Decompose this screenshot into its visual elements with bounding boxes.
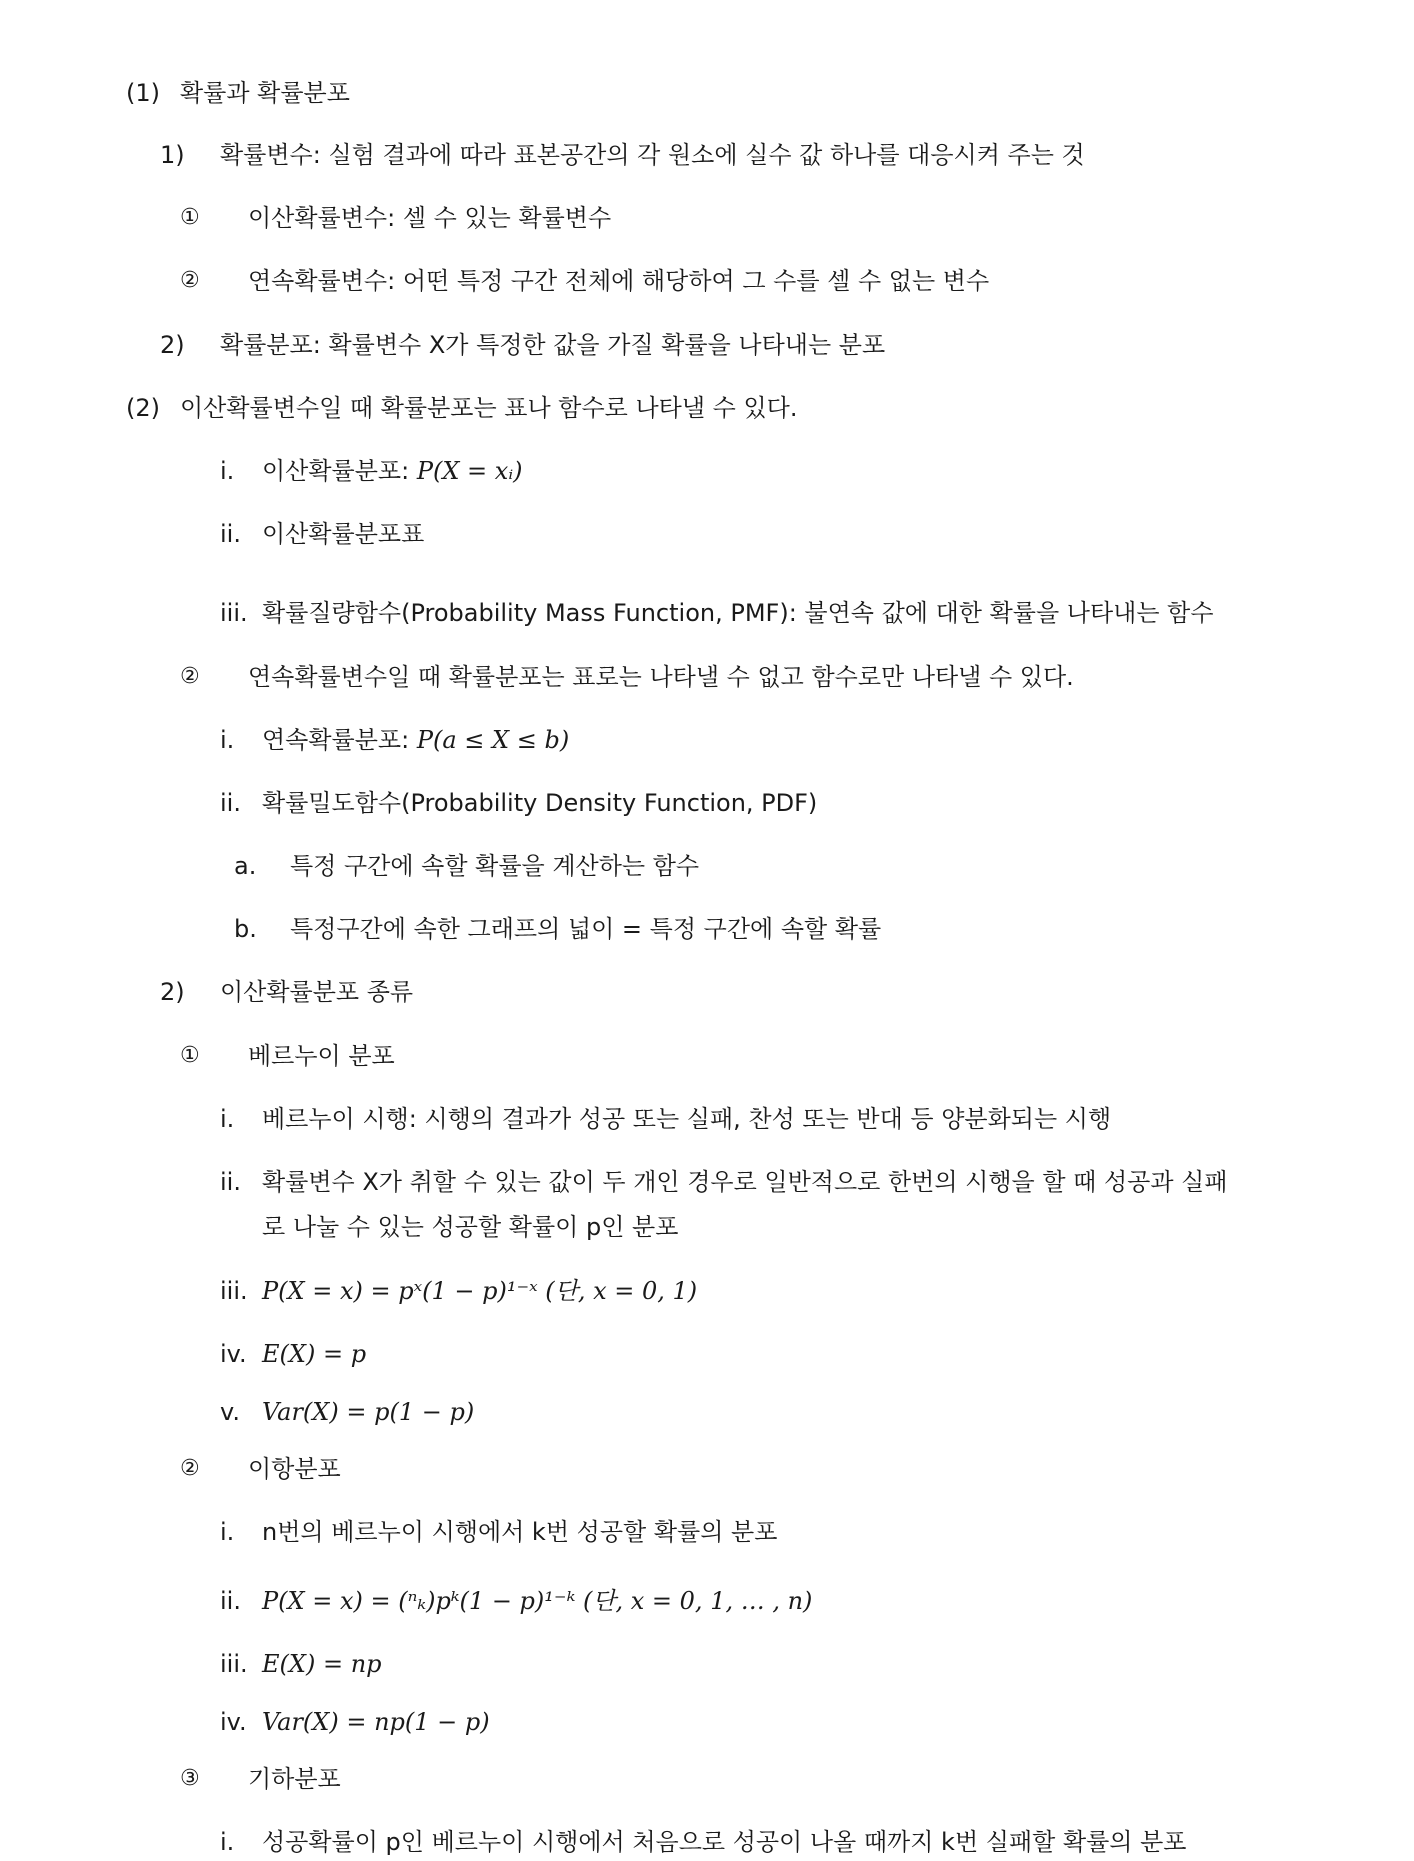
math-formula: P(X = x) = pˣ(1 − p)¹⁻ˣ (단, x = 0, 1)	[262, 1277, 698, 1305]
section-number: (2)	[126, 394, 160, 422]
item-text: 확률변수: 실험 결과에 따라 표본공간의 각 원소에 실수 값 하나를 대응시켜 주는 것	[220, 141, 1085, 169]
item-text: 이산확률분포 종류	[220, 978, 414, 1006]
roman-numeral: v.	[220, 1398, 240, 1426]
math-formula: E(X) = p	[262, 1340, 367, 1368]
roman-numeral: ii.	[220, 520, 241, 548]
roman-numeral: iii.	[220, 599, 248, 627]
item-text: 이항분포	[248, 1455, 341, 1483]
item-text: 연속확률변수일 때 확률분포는 표로는 나타낼 수 없고 함수로만 나타낼 수 있다.	[248, 663, 1074, 691]
roman-numeral: i.	[220, 1518, 235, 1546]
math-formula: P(X = x) = (ⁿₖ)pᵏ(1 − p)¹⁻ᵏ (단, x = 0, 1, … , n)	[262, 1587, 813, 1615]
circled-number: ①	[180, 1043, 200, 1068]
roman-numeral: iii.	[220, 1277, 248, 1305]
math-formula: P(a ≤ X ≤ b)	[416, 726, 570, 754]
item-text: 이산확률분포:	[262, 457, 417, 485]
section-heading: 확률과 확률분포	[180, 79, 350, 107]
item-number: 1)	[160, 141, 185, 169]
item-line	[262, 725, 569, 755]
letter-marker: a.	[234, 852, 257, 880]
math-formula: Var(X) = np(1 − p)	[262, 1708, 490, 1736]
roman-numeral: i.	[220, 1828, 235, 1856]
roman-numeral: ii.	[220, 1587, 241, 1615]
item-text: 확률밀도함수(Probability Density Function, PDF)	[262, 789, 818, 817]
item-text: 이산확률변수: 셀 수 있는 확률변수	[248, 204, 612, 232]
item-text: 특정구간에 속한 그래프의 넓이 = 특정 구간에 속할 확률	[290, 915, 882, 943]
roman-numeral: ii.	[220, 1168, 241, 1196]
circled-number: ②	[180, 268, 200, 293]
item-text: 성공확률이 p인 베르누이 시행에서 처음으로 성공이 나올 때까지 k번 실패할 확률의 분포	[262, 1828, 1187, 1856]
circled-number: ②	[180, 1456, 200, 1481]
item-text: 베르누이 분포	[248, 1042, 395, 1070]
item-text: 이산확률분포표	[262, 520, 425, 548]
circled-number: ③	[180, 1766, 200, 1791]
item-text: 연속확률변수: 어떤 특정 구간 전체에 해당하여 그 수를 셀 수 없는 변수	[248, 267, 990, 295]
item-number: 2)	[160, 331, 185, 359]
roman-numeral: iii.	[220, 1650, 248, 1678]
item-number: 2)	[160, 978, 185, 1006]
circled-number: ②	[180, 664, 200, 689]
item-text: 확률변수 X가 취할 수 있는 값이 두 개인 경우로 일반적으로 한번의 시행을 할 때 성공과 실패	[262, 1168, 1228, 1196]
item-text-continuation: 로 나눌 수 있는 성공할 확률이 p인 분포	[262, 1213, 679, 1241]
roman-numeral: ii.	[220, 789, 241, 817]
item-text: 특정 구간에 속할 확률을 계산하는 함수	[290, 852, 700, 880]
roman-numeral: iv.	[220, 1708, 247, 1736]
roman-numeral: i.	[220, 1105, 235, 1133]
math-formula: Var(X) = p(1 − p)	[262, 1398, 475, 1426]
item-text: n번의 베르누이 시행에서 k번 성공할 확률의 분포	[262, 1518, 778, 1546]
item-text: 기하분포	[248, 1765, 341, 1793]
circled-number: ①	[180, 205, 200, 230]
item-line	[262, 456, 523, 486]
letter-marker: b.	[234, 915, 257, 943]
item-text: 베르누이 시행: 시행의 결과가 성공 또는 실패, 찬성 또는 반대 등 양분화되는 시행	[262, 1105, 1112, 1133]
item-text: 확률질량함수(Probability Mass Function, PMF): 불연속 값에 대한 확률을 나타내는 함수	[262, 599, 1214, 627]
item-text: 연속확률분포:	[262, 726, 417, 754]
section-heading: 이산확률변수일 때 확률분포는 표나 함수로 나타낼 수 있다.	[180, 394, 798, 422]
roman-numeral: i.	[220, 457, 235, 485]
math-formula: P(X = xᵢ)	[416, 457, 523, 485]
roman-numeral: i.	[220, 726, 235, 754]
roman-numeral: iv.	[220, 1340, 247, 1368]
section-number: (1)	[126, 79, 160, 107]
item-text: 확률분포: 확률변수 X가 특정한 값을 가질 확률을 나타내는 분포	[220, 331, 886, 359]
math-formula: E(X) = np	[262, 1650, 382, 1678]
